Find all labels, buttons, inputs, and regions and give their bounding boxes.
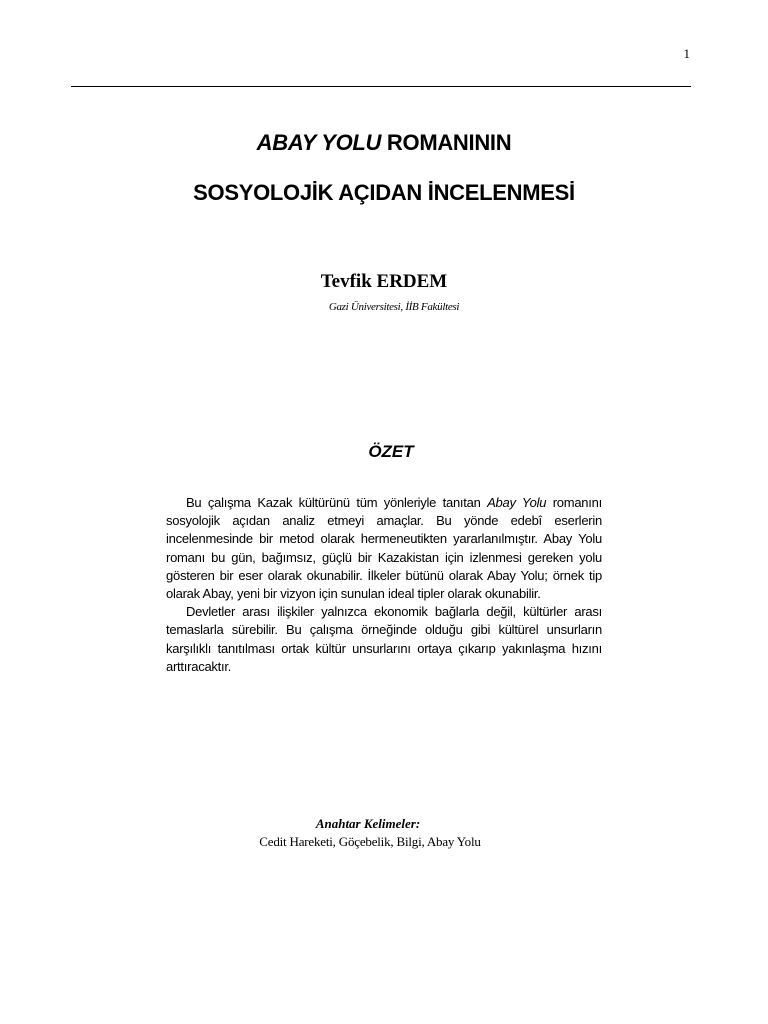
abstract-body: [166, 494, 602, 676]
header-rule: [71, 86, 691, 87]
paper-title-line-1: [0, 130, 768, 156]
abstract-paragraph-2: Devletler arası ilişkiler yalnızca ekonomik bağlarla değil, kültürler arası temaslarla sürebilir. Bu çalışma örneğinde olduğu gibi kültürel unsurların karşılıklı tanıtılması ortak kültür unsurlarını ortaya çıkarıp yakınlaşma hızını arttıracaktır.: [166, 604, 602, 674]
abstract-heading: ÖZET: [368, 442, 414, 461]
keywords-list: Cedit Hareketi, Göçebelik, Bilgi, Abay Yolu: [259, 834, 481, 849]
author-affiliation: Gazi Üniversitesi, İİB Fakültesi: [328, 301, 460, 313]
abstract-paragraph-1: [166, 494, 602, 603]
author-name: Tevfik ERDEM: [320, 271, 448, 292]
page-number: 1: [683, 46, 690, 61]
abstract-p1-novel-name: Abay Yolu: [487, 495, 547, 510]
abstract-p1-start: Bu çalışma Kazak kültürünü tüm yönleriyle tanıtan: [186, 495, 488, 510]
keywords-label: Anahtar Kelimeler:: [315, 816, 421, 831]
paper-title-line-2: SOSYOLOJİK AÇIDAN İNCELENMESİ: [193, 180, 575, 205]
title-novel-name: ABAY YOLU: [256, 130, 382, 155]
abstract-p1-rest: romanını sosyolojik açıdan analiz etmeyi amaçlar. Bu yönde edebî eserlerin incelenmesinde bir metod olarak hermeneutikten yararlanılmıştır. Abay Yolu romanı bu gün, bağımsız, güçlü bir Kazakistan için izlenmesi gereken yolu gösteren bir eser olarak okunabilir. İlkeler bütünü olarak Abay Yolu; örnek tip olarak Abay, yeni bir vizyon için sunulan ideal tipler olarak okunabilir.: [166, 495, 602, 602]
title-line-1-rest: ROMANININ: [381, 130, 512, 155]
